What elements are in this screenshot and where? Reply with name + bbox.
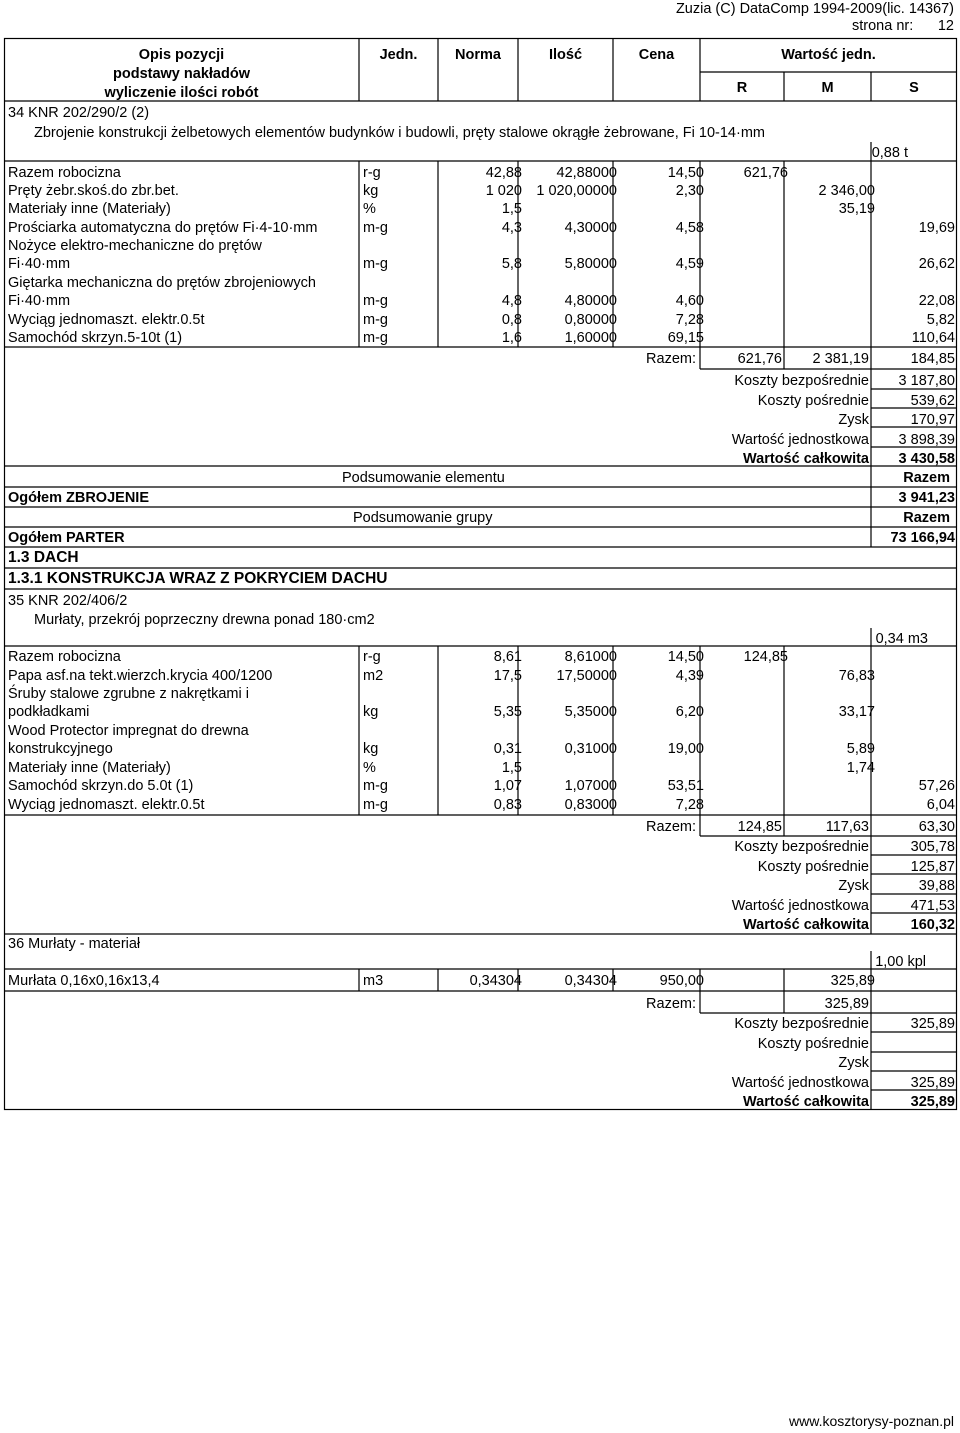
row-unit: % <box>363 760 376 776</box>
row-price: 53,51 <box>667 778 704 794</box>
row-qty: 1 020,00000 <box>536 183 617 199</box>
summary-label: Koszty bezpośrednie <box>734 373 869 389</box>
row-unit: m-g <box>363 797 388 813</box>
row-qty: 0,34304 <box>564 973 617 989</box>
col-header-s: S <box>909 80 919 96</box>
row-qty: 5,35000 <box>564 704 617 720</box>
row-norm: 1,5 <box>501 201 522 217</box>
col-header-value: Wartość jedn. <box>781 47 876 63</box>
row-price: 4,59 <box>675 256 704 272</box>
row-price: 950,00 <box>659 973 704 989</box>
row-m: 325,89 <box>830 973 875 989</box>
footer-url: www.kosztorysy-poznan.pl <box>789 1413 954 1429</box>
resource-name: Samochód skrzyn.do 5.0t (1) <box>8 778 194 794</box>
summary-value: 39,88 <box>918 878 955 894</box>
summary-value: 471,53 <box>910 897 955 914</box>
item-34-code: 34 KNR 202/290/2 (2) <box>8 105 150 121</box>
resource-name: Wyciąg jednomaszt. elektr.0.5t <box>8 312 205 328</box>
row-m: 33,17 <box>838 704 875 720</box>
item-35-total-m: 117,63 <box>825 819 869 835</box>
group-summary-value: 73 166,94 <box>890 530 955 546</box>
row-unit: % <box>363 201 376 217</box>
resource-name: Materiały inne (Materiały) <box>8 201 171 217</box>
row-price: 2,30 <box>675 183 704 199</box>
element-summary-label: Ogółem ZBROJENIE <box>8 490 149 506</box>
row-unit: r-g <box>363 649 381 665</box>
row-s: 6,04 <box>926 797 955 813</box>
page-number: 12 <box>937 18 954 34</box>
col-header-desc-1: Opis pozycji <box>138 47 225 63</box>
row-r: 621,76 <box>743 165 788 181</box>
item-35-total-r: 124,85 <box>737 819 782 835</box>
row-unit: m2 <box>363 668 384 684</box>
row-price: 7,28 <box>675 312 704 328</box>
summary-value: 3 430,58 <box>898 451 955 467</box>
row-norm: 4,8 <box>501 293 522 309</box>
item-35-code: 35 KNR 202/406/2 <box>8 593 128 609</box>
row-m: 1,74 <box>846 760 875 776</box>
resource-name: Giętarka mechaniczna do prętów zbrojeniowych <box>8 275 316 291</box>
summary-label: Koszty bezpośrednie <box>734 1016 869 1032</box>
row-unit: kg <box>363 741 379 757</box>
row-unit: kg <box>363 704 379 720</box>
item-34-totals-label: Razem: <box>646 351 696 367</box>
element-summary-value: 3 941,23 <box>898 490 955 506</box>
row-qty: 8,61000 <box>564 649 617 665</box>
row-qty: 0,80000 <box>564 312 617 328</box>
summary-label: Wartość jednostkowa <box>731 431 869 448</box>
resource-name: Wood Protector impregnat do drewna <box>8 723 249 739</box>
row-s: 110,64 <box>911 330 955 346</box>
row-norm: 1,6 <box>501 330 522 346</box>
resource-name-cont: Fi·40·mm <box>8 256 71 272</box>
item-34-total-r: 621,76 <box>737 351 782 367</box>
resource-name: Nożyce elektro-mechaniczne do prętów <box>8 238 262 254</box>
item-35-total-s: 63,30 <box>918 819 955 835</box>
item-34-total-s: 184,85 <box>910 351 955 367</box>
row-norm: 17,5 <box>493 668 522 684</box>
row-unit: m-g <box>363 256 388 272</box>
summary-label: Wartość jednostkowa <box>731 897 869 914</box>
summary-label: Koszty pośrednie <box>757 858 869 875</box>
summary-value: 125,87 <box>910 858 955 875</box>
col-header-desc-3: wyliczenie ilości robót <box>104 85 259 101</box>
resource-name: Pręty żebr.skoś.do zbr.bet. <box>8 183 179 199</box>
row-unit: m-g <box>363 312 388 328</box>
col-header-r: R <box>736 80 748 96</box>
item-35-description: Murłaty, przekrój poprzeczny drewna ponad 180·cm2 <box>34 612 375 628</box>
row-price: 6,20 <box>675 704 704 720</box>
col-header-norm: Norma <box>455 47 501 63</box>
row-qty: 17,50000 <box>556 668 617 684</box>
row-norm: 1,5 <box>501 760 522 776</box>
col-header-qty: Ilość <box>548 47 583 63</box>
page-label: strona nr: <box>852 18 914 34</box>
item-36-code: 36 Murłaty - materiał <box>8 936 141 952</box>
summary-value: 305,78 <box>910 839 955 855</box>
summary-value: 325,89 <box>910 1016 955 1032</box>
row-price: 7,28 <box>675 797 704 813</box>
col-header-unit: Jedn. <box>379 47 418 63</box>
row-m: 35,19 <box>838 201 875 217</box>
item-34-description: Zbrojenie konstrukcji żelbetowych elementów budynków i budowli, pręty stalowe okrągłe żebrowane, Fi 10-14·mm <box>34 125 765 141</box>
resource-name: Murłata 0,16x0,16x13,4 <box>8 973 160 989</box>
row-unit: m-g <box>363 293 388 309</box>
col-header-price: Cena <box>638 47 675 63</box>
resource-name: Materiały inne (Materiały) <box>8 760 171 776</box>
row-qty: 1,60000 <box>564 330 617 346</box>
summary-label: Koszty bezpośrednie <box>734 839 869 855</box>
item-34-total-m: 2 381,19 <box>812 351 869 367</box>
row-s: 19,69 <box>918 220 955 236</box>
row-norm: 8,61 <box>493 649 522 665</box>
summary-label: Koszty pośrednie <box>757 1035 869 1052</box>
row-qty: 0,83000 <box>564 797 617 813</box>
summary-label: Zysk <box>838 878 869 894</box>
resource-name: Razem robocizna <box>8 649 121 665</box>
section-title-dach: 1.3 DACH <box>8 549 79 566</box>
resource-name: Prościarka automatyczna do prętów Fi·4-10·mm <box>8 220 318 236</box>
row-s: 22,08 <box>918 293 955 309</box>
row-unit: kg <box>363 183 379 199</box>
summary-value: 325,89 <box>910 1074 955 1091</box>
row-s: 5,82 <box>926 312 955 328</box>
summary-label: Wartość całkowita <box>743 917 869 933</box>
resource-name-cont: konstrukcyjnego <box>8 741 113 757</box>
summary-label: Zysk <box>838 1055 869 1071</box>
element-summary-heading: Podsumowanie elementu <box>342 470 505 486</box>
row-unit: m-g <box>363 778 388 794</box>
row-s: 26,62 <box>918 256 955 272</box>
row-r: 124,85 <box>743 649 788 665</box>
item-35-totals-label: Razem: <box>646 819 696 835</box>
summary-value: 3 187,80 <box>898 373 955 389</box>
summary-value: 170,97 <box>910 412 955 428</box>
row-norm: 0,31 <box>493 741 522 757</box>
row-qty: 42,88000 <box>556 165 617 181</box>
row-unit: r-g <box>363 165 381 181</box>
row-price: 4,39 <box>675 668 704 684</box>
row-price: 14,50 <box>667 649 704 665</box>
row-m: 76,83 <box>838 668 875 684</box>
resource-name-cont: Fi·40·mm <box>8 293 71 309</box>
summary-label: Koszty pośrednie <box>757 392 869 409</box>
summary-value: 539,62 <box>910 392 955 409</box>
summary-value: 325,89 <box>910 1094 955 1110</box>
row-norm: 0,34304 <box>469 973 522 989</box>
row-m: 2 346,00 <box>818 183 875 199</box>
row-price: 4,60 <box>675 293 704 309</box>
row-norm: 4,3 <box>501 220 522 236</box>
row-m: 5,89 <box>846 741 875 757</box>
row-unit: m-g <box>363 330 388 346</box>
row-price: 14,50 <box>667 165 704 181</box>
row-price: 4,58 <box>675 220 704 236</box>
item-35-quantity: 0,34 m3 <box>875 631 928 647</box>
row-norm: 1 020 <box>485 183 522 199</box>
row-qty: 0,31000 <box>564 741 617 757</box>
resource-name: Wyciąg jednomaszt. elektr.0.5t <box>8 797 205 813</box>
item-36-total-m: 325,89 <box>824 996 869 1012</box>
item-34-quantity: 0,88 t <box>871 145 908 161</box>
summary-value: 160,32 <box>910 917 955 933</box>
summary-label: Wartość całkowita <box>743 451 869 467</box>
row-norm: 5,35 <box>493 704 522 720</box>
summary-label: Wartość całkowita <box>743 1094 869 1110</box>
col-header-desc-2: podstawy nakładów <box>113 66 250 82</box>
section-title-konstrukcja: 1.3.1 KONSTRUKCJA WRAZ Z POKRYCIEM DACHU <box>8 570 388 587</box>
resource-name: Samochód skrzyn.5-10t (1) <box>8 330 183 346</box>
resource-name: Papa asf.na tekt.wierzch.krycia 400/1200 <box>8 668 273 684</box>
row-qty: 4,30000 <box>564 220 617 236</box>
row-qty: 4,80000 <box>564 293 617 309</box>
program-info: Zuzia (C) DataComp 1994-2009(lic. 14367) <box>675 1 954 17</box>
resource-name: Razem robocizna <box>8 165 121 181</box>
resource-name-cont: podkładkami <box>8 704 90 720</box>
row-norm: 42,88 <box>485 165 522 181</box>
group-summary-razem: Razem <box>903 510 950 526</box>
summary-label: Wartość jednostkowa <box>731 1074 869 1091</box>
row-norm: 0,83 <box>493 797 522 813</box>
row-qty: 5,80000 <box>564 256 617 272</box>
row-unit: m-g <box>363 220 388 236</box>
col-header-m: M <box>821 80 834 96</box>
row-norm: 5,8 <box>501 256 522 272</box>
row-price: 19,00 <box>667 741 704 757</box>
item-36-totals-label: Razem: <box>646 996 696 1012</box>
summary-value: 3 898,39 <box>898 431 955 448</box>
element-summary-razem: Razem <box>903 470 950 486</box>
row-norm: 0,8 <box>501 312 522 328</box>
row-price: 69,15 <box>667 330 704 346</box>
row-norm: 1,07 <box>493 778 522 794</box>
resource-name: Śruby stalowe zgrubne z nakrętkami i <box>8 686 249 702</box>
item-36-quantity: 1,00 kpl <box>875 954 926 970</box>
row-s: 57,26 <box>918 778 955 794</box>
group-summary-heading: Podsumowanie grupy <box>353 510 493 526</box>
row-qty: 1,07000 <box>564 778 617 794</box>
row-unit: m3 <box>363 973 384 989</box>
group-summary-label: Ogółem PARTER <box>8 530 125 546</box>
summary-label: Zysk <box>838 412 869 428</box>
